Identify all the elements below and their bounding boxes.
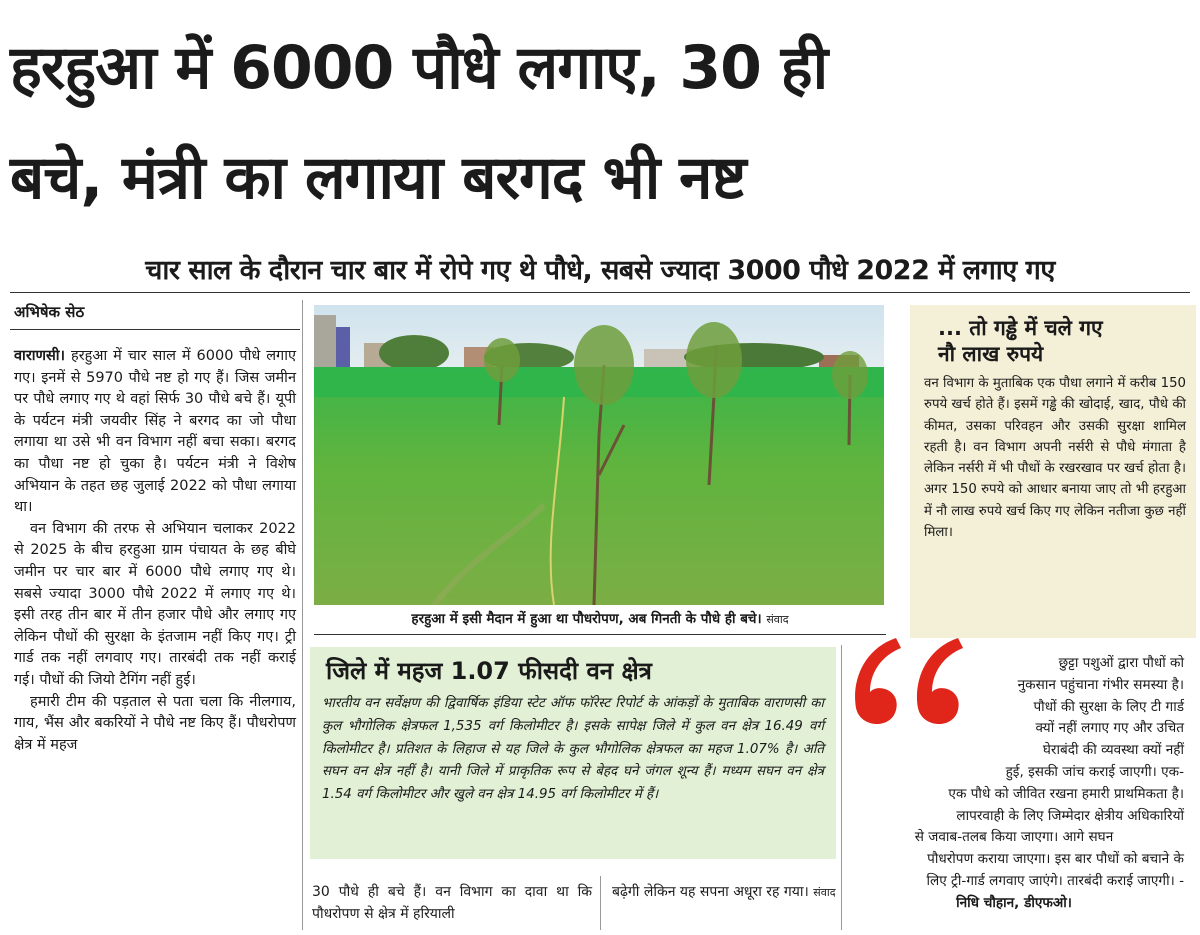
divider [314, 634, 886, 635]
forest-box-title: जिले में महज 1.07 फीसदी वन क्षेत्र [326, 657, 652, 685]
sidebox-body: वन विभाग के मुताबिक एक पौधा लगाने में करीब 150 रुपये खर्च होते हैं। इसमें गड्ढे की खोदाई, खाद, पौधे की कीमत, उसका परिवहन और उसकी सुरक्षा शामिल रहती है। वन विभाग अपनी नर्सरी से पौधे मंगाता है लेकिन नर्सरी में भी पौधों के रखरखाव पर खर्च होता है। अगर 150 रुपये को आधार बनाया जाए तो भी हरहुआ में नौ लाख रुपये खर्च किए गए लेकिन नतीजा कुछ नहीं मिला। [924, 376, 1186, 541]
dateline: वाराणसी। [14, 348, 66, 364]
paragraph-text: हरहुआ में चार साल में 6000 पौधे लगाए गए। इनमें से 5970 पौधे नष्ट हो गए हैं। जिस जमीन पर पौधे लगाए गए थे वहां सिर्फ 30 पौधे बचे हैं। यूपी के पर्यटन मंत्री जयवीर सिंह ने बरगद का जो पौधा लगाया था उसे भी वन विभाग नहीं बचा सका। बरगद का पौधा नष्ट हो चुका है। पर्यटन मंत्री ने विशेष अभियान के तहत छह जुलाई 2022 को पौधा लगाया था। [14, 348, 296, 516]
article-column [14, 346, 296, 756]
cost-sidebox [910, 305, 1196, 638]
paragraph [14, 346, 296, 519]
subheadline: चार साल के दौरान चार बार में रोपे गए थे पौधे, सबसे ज्यादा 3000 पौधे 2022 में लगाए गए [145, 255, 1055, 286]
continuation-text: बढ़ेगी लेकिन यह सपना अधूरा रह गया। [612, 884, 809, 900]
quote-line: लिए ट्री-गार्ड लगवाए जाएंगे। तारबंदी कराई जाएगी। - [926, 872, 1184, 889]
quote-line: छुट्टा पशुओं द्वारा पौधों को [1058, 655, 1184, 671]
quote-line: से जवाब-तलब किया जाएगा। आगे सघन [914, 829, 1114, 846]
quote-line: क्यों नहीं लगाए गए और उचित [1035, 720, 1184, 737]
quote-line: पौधों की सुरक्षा के लिए टी गार्ड [1033, 698, 1184, 715]
caption-text: हरहुआ में इसी मैदान में हुआ था पौधरोपण, अब गिनती के पौधे ही बचे। [411, 611, 762, 627]
headline-line-1: हरहुआ में 6000 पौधे लगाए, 30 ही [10, 33, 828, 103]
article-continuation: 30 पौधे ही बचे हैं। वन विभाग का दावा था कि पौधरोपण से क्षेत्र में हरियाली [312, 884, 592, 922]
column-divider [302, 300, 303, 930]
field-photo [314, 305, 884, 605]
dfo-quote [844, 653, 1184, 915]
field-photo-image [314, 305, 884, 605]
quote-line: हुई, इसकी जांच कराई जाएगी। एक- [1005, 763, 1184, 780]
continuation-credit: संवाद [813, 886, 836, 899]
sidebox-title-line-2: नौ लाख रुपये [938, 342, 1044, 366]
quote-line: पौधरोपण कराया जाएगा। इस बार पौधों को बचाने के [927, 851, 1184, 868]
paragraph: हमारी टीम की पड़ताल से पता चला कि नीलगाय, गाय, भैंस और बकरियों ने पौधे नष्ट किए हैं। पौधरोपण क्षेत्र में महज [14, 693, 296, 753]
forest-cover-box [310, 647, 836, 859]
byline: अभिषेक सेठ [14, 303, 85, 321]
forest-box-body: भारतीय वन सर्वेक्षण की द्विवार्षिक इंडिया स्टेट ऑफ फॉरेस्ट रिपोर्ट के आंकड़ों के मुताबिक वाराणसी का कुल भौगोलिक क्षेत्रफल 1,535 वर्ग किलोमीटर है। इसके सापेक्ष जिले में कुल वन क्षेत्र 16.49 वर्ग किलोमीटर है। प्रतिशत के लिहाज से यह जिले के कुल भौगोलिक क्षेत्रफल का महज 1.07% है। अति सघन वन क्षेत्र नहीं है। यानी जिले में प्राकृतिक रूप से बेहद घने जंगल शून्य हैं। मध्यम सघन वन क्षेत्र 1.54 वर्ग किलोमीटर और खुले वन क्षेत्र 14.95 वर्ग किलोमीटर में हैं। [322, 696, 824, 803]
photo-caption [314, 609, 886, 627]
article-continuation [612, 881, 838, 904]
paragraph: वन विभाग की तरफ से अभियान चलाकर 2022 से 2025 के बीच हरहुआ ग्राम पंचायत के छह बीघे जमीन पर चार बार में 6000 पौधे लगाए गए थे। सबसे ज्यादा 3000 पौधे 2022 में लगाए गए थे। इसी तरह तीन बार में तीन हजार पौधे और लगाए गए लेकिन पौधों की सुरक्षा के इंतजाम नहीं किए गए। ट्री गार्ड तक नहीं लगवाए गए। तारबंदी तक नहीं कराई गई। पौधों की जियो टैगिंग नहीं हुई। [14, 520, 296, 688]
sidebox-title-line-1: ... तो गड्ढे में चले गए [938, 316, 1103, 340]
quote-line: नुकसान पहुंचाना गंभीर समस्या है। [1017, 676, 1184, 693]
caption-credit: संवाद [766, 613, 789, 626]
divider [10, 329, 300, 330]
headline-line-2: बचे, मंत्री का लगाया बरगद भी नष्ट [10, 143, 746, 213]
quote-line: एक पौधे को जीवित रखना हमारी प्राथमिकता है। [948, 785, 1184, 802]
quote-signature: निधि चौहान, डीएफओ। [956, 894, 1072, 911]
divider [10, 292, 1190, 293]
column-divider [841, 645, 842, 930]
column-divider [600, 876, 601, 930]
quote-line: घेराबंदी की व्यवस्था क्यों नहीं [1042, 742, 1184, 759]
quote-line: लापरवाही के लिए जिम्मेदार क्षेत्रीय अधिकारियों [956, 807, 1184, 824]
